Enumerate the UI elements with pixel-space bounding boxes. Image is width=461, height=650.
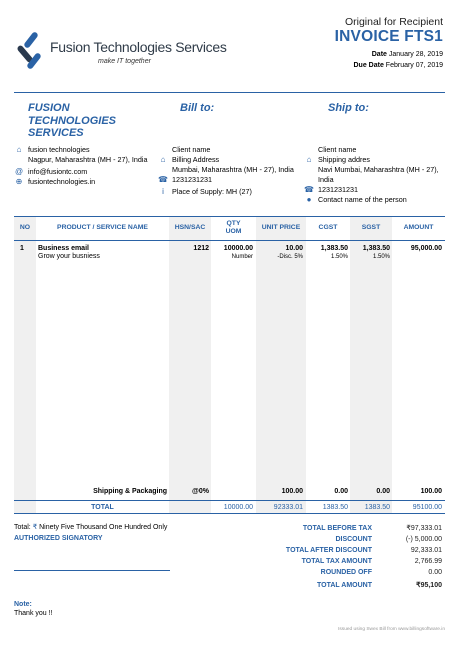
bill-client-row: [158, 145, 298, 155]
seller-web[interactable]: fusiontechnologies.in: [28, 177, 96, 186]
invoice-date-row: [354, 49, 444, 60]
item-desc: Grow your busniess: [38, 253, 100, 260]
person-icon: ●: [306, 195, 312, 204]
item-hsn: 1212: [193, 245, 209, 252]
company-logo: [16, 30, 46, 72]
item-discount: -Disc. 5%: [277, 254, 303, 260]
header-divider: [14, 92, 445, 93]
total-label: TOTAL: [91, 504, 114, 511]
item-cgst-rate: 1.50%: [330, 254, 348, 260]
invoice-dates: [354, 49, 444, 71]
th-no: NO: [19, 224, 31, 231]
seller-web-row: [14, 177, 154, 187]
shipping-cgst: 0.00: [334, 488, 348, 495]
blank-icon: [158, 145, 168, 155]
total-sgst: 1383.50: [364, 504, 390, 511]
item-cgst: 1,383.50: [320, 245, 348, 252]
total-tax-label: TOTAL TAX AMOUNT: [301, 558, 372, 565]
seller-details: [14, 145, 154, 187]
software-credit: Issued using Swex Bill from www.billingsoftware.in: [338, 627, 445, 632]
bill-city: Mumbai, Maharashtra (MH - 27), India: [172, 165, 294, 174]
item-sgst-rate: 1.50%: [372, 254, 390, 260]
bill-client: Client name: [172, 145, 211, 154]
ship-phone-row: [304, 185, 446, 195]
due-date-label: Due Date: [353, 62, 384, 69]
th-amount: AMOUNT: [403, 224, 434, 231]
th-cgst: CGST: [318, 224, 338, 231]
shipping-amount: 100.00: [420, 488, 442, 495]
table-head-rule: [14, 240, 445, 241]
shipping-hsn: @0%: [192, 488, 209, 495]
discount-label: DISCOUNT: [335, 536, 372, 543]
ship-contact-row: [304, 195, 446, 205]
ship-phone: 1231231231: [318, 185, 358, 194]
discount-value: (-) 5,000.00: [405, 536, 442, 543]
total-price: 92333.01: [273, 504, 303, 511]
table-bottom-rule: [14, 513, 445, 514]
seller-city-row: [14, 155, 154, 165]
ship-client-row: [304, 145, 446, 155]
total-words: Ninety Five Thousand One Hundred Only: [39, 524, 168, 531]
item-name: Business email: [38, 245, 89, 252]
shipping-price: 100.00: [281, 488, 303, 495]
ship-contact: Contact name of the person: [318, 195, 407, 204]
blank-icon: [14, 155, 24, 165]
phone-icon: ☎: [158, 175, 168, 184]
rounded-off-value: 0.00: [428, 569, 442, 576]
bill-phone: 1231231231: [172, 175, 212, 184]
home-icon: ⌂: [160, 155, 166, 164]
total-words-label: Total:: [14, 524, 31, 531]
blank-icon: [304, 165, 314, 185]
home-icon: ⌂: [16, 145, 22, 154]
ship-to-heading: Ship to:: [328, 102, 369, 114]
total-amount: 95100.00: [412, 504, 442, 511]
bill-supply: Place of Supply: MH (27): [172, 187, 252, 196]
item-uom: Number: [231, 254, 253, 260]
info-icon: i: [162, 187, 164, 196]
ship-address-row: [304, 155, 446, 165]
shipping-sgst: 0.00: [376, 488, 390, 495]
seller-email-row: [14, 167, 154, 177]
total-amount-value: ₹95,100: [416, 582, 442, 589]
table-total-rule: [14, 500, 445, 501]
copy-label: Original for Recipient: [344, 16, 443, 28]
total-before-tax-value: ₹97,333.01: [406, 525, 442, 532]
shipping-label: Shipping & Packaging: [93, 488, 167, 495]
home-icon: ⌂: [306, 155, 312, 164]
bill-address: Billing Address: [172, 155, 220, 164]
ship-to-details: [304, 145, 446, 205]
authorized-signatory: AUTHORIZED SIGNATORY: [14, 535, 103, 542]
globe-icon: ⊕: [15, 177, 23, 186]
seller-line2: Nagpur, Maharashtra (MH - 27), India: [28, 155, 148, 164]
due-date-value: February 07, 2019: [385, 62, 443, 69]
th-product: PRODUCT / SERVICE NAME: [57, 224, 148, 231]
bill-to-details: [158, 145, 298, 197]
blank-icon: [304, 145, 314, 155]
total-tax-value: 2,766.99: [414, 558, 442, 565]
seller-address-row: [14, 145, 154, 155]
note-label: Note:: [14, 601, 32, 608]
bill-supply-row: [158, 187, 298, 197]
ship-city: Navi Mumbai, Maharashtra (MH - 27), India: [318, 165, 439, 184]
th-price: UNIT PRICE: [261, 224, 301, 231]
th-qty: QTY UOM: [225, 220, 242, 235]
th-sgst: SGST: [361, 224, 381, 231]
at-icon: @: [14, 167, 24, 176]
items-table: [14, 216, 445, 514]
ship-client: Client name: [318, 145, 357, 154]
seller-block: [28, 102, 133, 140]
rupee-icon: ₹: [32, 524, 38, 531]
company-brand: Fusion Technologies Services: [50, 39, 227, 55]
total-qty: 10000.00: [223, 504, 253, 511]
col-hsn-bg: [169, 216, 211, 514]
ship-city-row: [304, 165, 446, 185]
company-tagline: make IT together: [98, 58, 151, 65]
seller-name: FUSION TECHNOLOGIES SERVICES: [28, 102, 117, 139]
col-no-bg: [14, 216, 36, 514]
due-date-row: [354, 60, 444, 71]
total-after-discount-value: 92,333.01: [410, 547, 442, 554]
totals-values: [376, 523, 442, 591]
note-text: Thank you !!: [14, 610, 53, 617]
date-value: January 28, 2019: [388, 51, 443, 58]
th-hsn: HSN/SAC: [174, 224, 206, 231]
item-price: 10.00: [285, 245, 303, 252]
date-label: Date: [371, 51, 387, 58]
item-qty: 10000.00: [223, 245, 253, 252]
total-after-discount-label: TOTAL AFTER DISCOUNT: [285, 547, 372, 554]
item-amount: 95,000.00: [410, 245, 442, 252]
bill-phone-row: [158, 175, 298, 185]
blank-icon: [158, 165, 168, 175]
bill-to-heading: Bill to:: [180, 102, 215, 114]
bill-city-row: [158, 165, 298, 175]
total-in-words: [14, 523, 167, 531]
total-cgst: 1383.50: [322, 504, 348, 511]
total-amount-label: TOTAL AMOUNT: [317, 582, 372, 589]
invoice-title: INVOICE FTS1: [334, 28, 443, 45]
item-sgst: 1,383.50: [362, 245, 390, 252]
total-before-tax-label: TOTAL BEFORE TAX: [302, 525, 372, 532]
seller-email[interactable]: info@fusiontc.com: [28, 167, 88, 176]
ship-address: Shipping addres: [318, 155, 370, 164]
rounded-off-label: ROUNDED OFF: [320, 569, 372, 576]
item-no: 1: [20, 245, 24, 252]
seller-line1: fusion technologies: [28, 145, 90, 154]
phone-icon: ☎: [304, 185, 314, 194]
signature-line: [14, 570, 170, 571]
totals-labels: [240, 523, 372, 591]
bill-address-row: [158, 155, 298, 165]
